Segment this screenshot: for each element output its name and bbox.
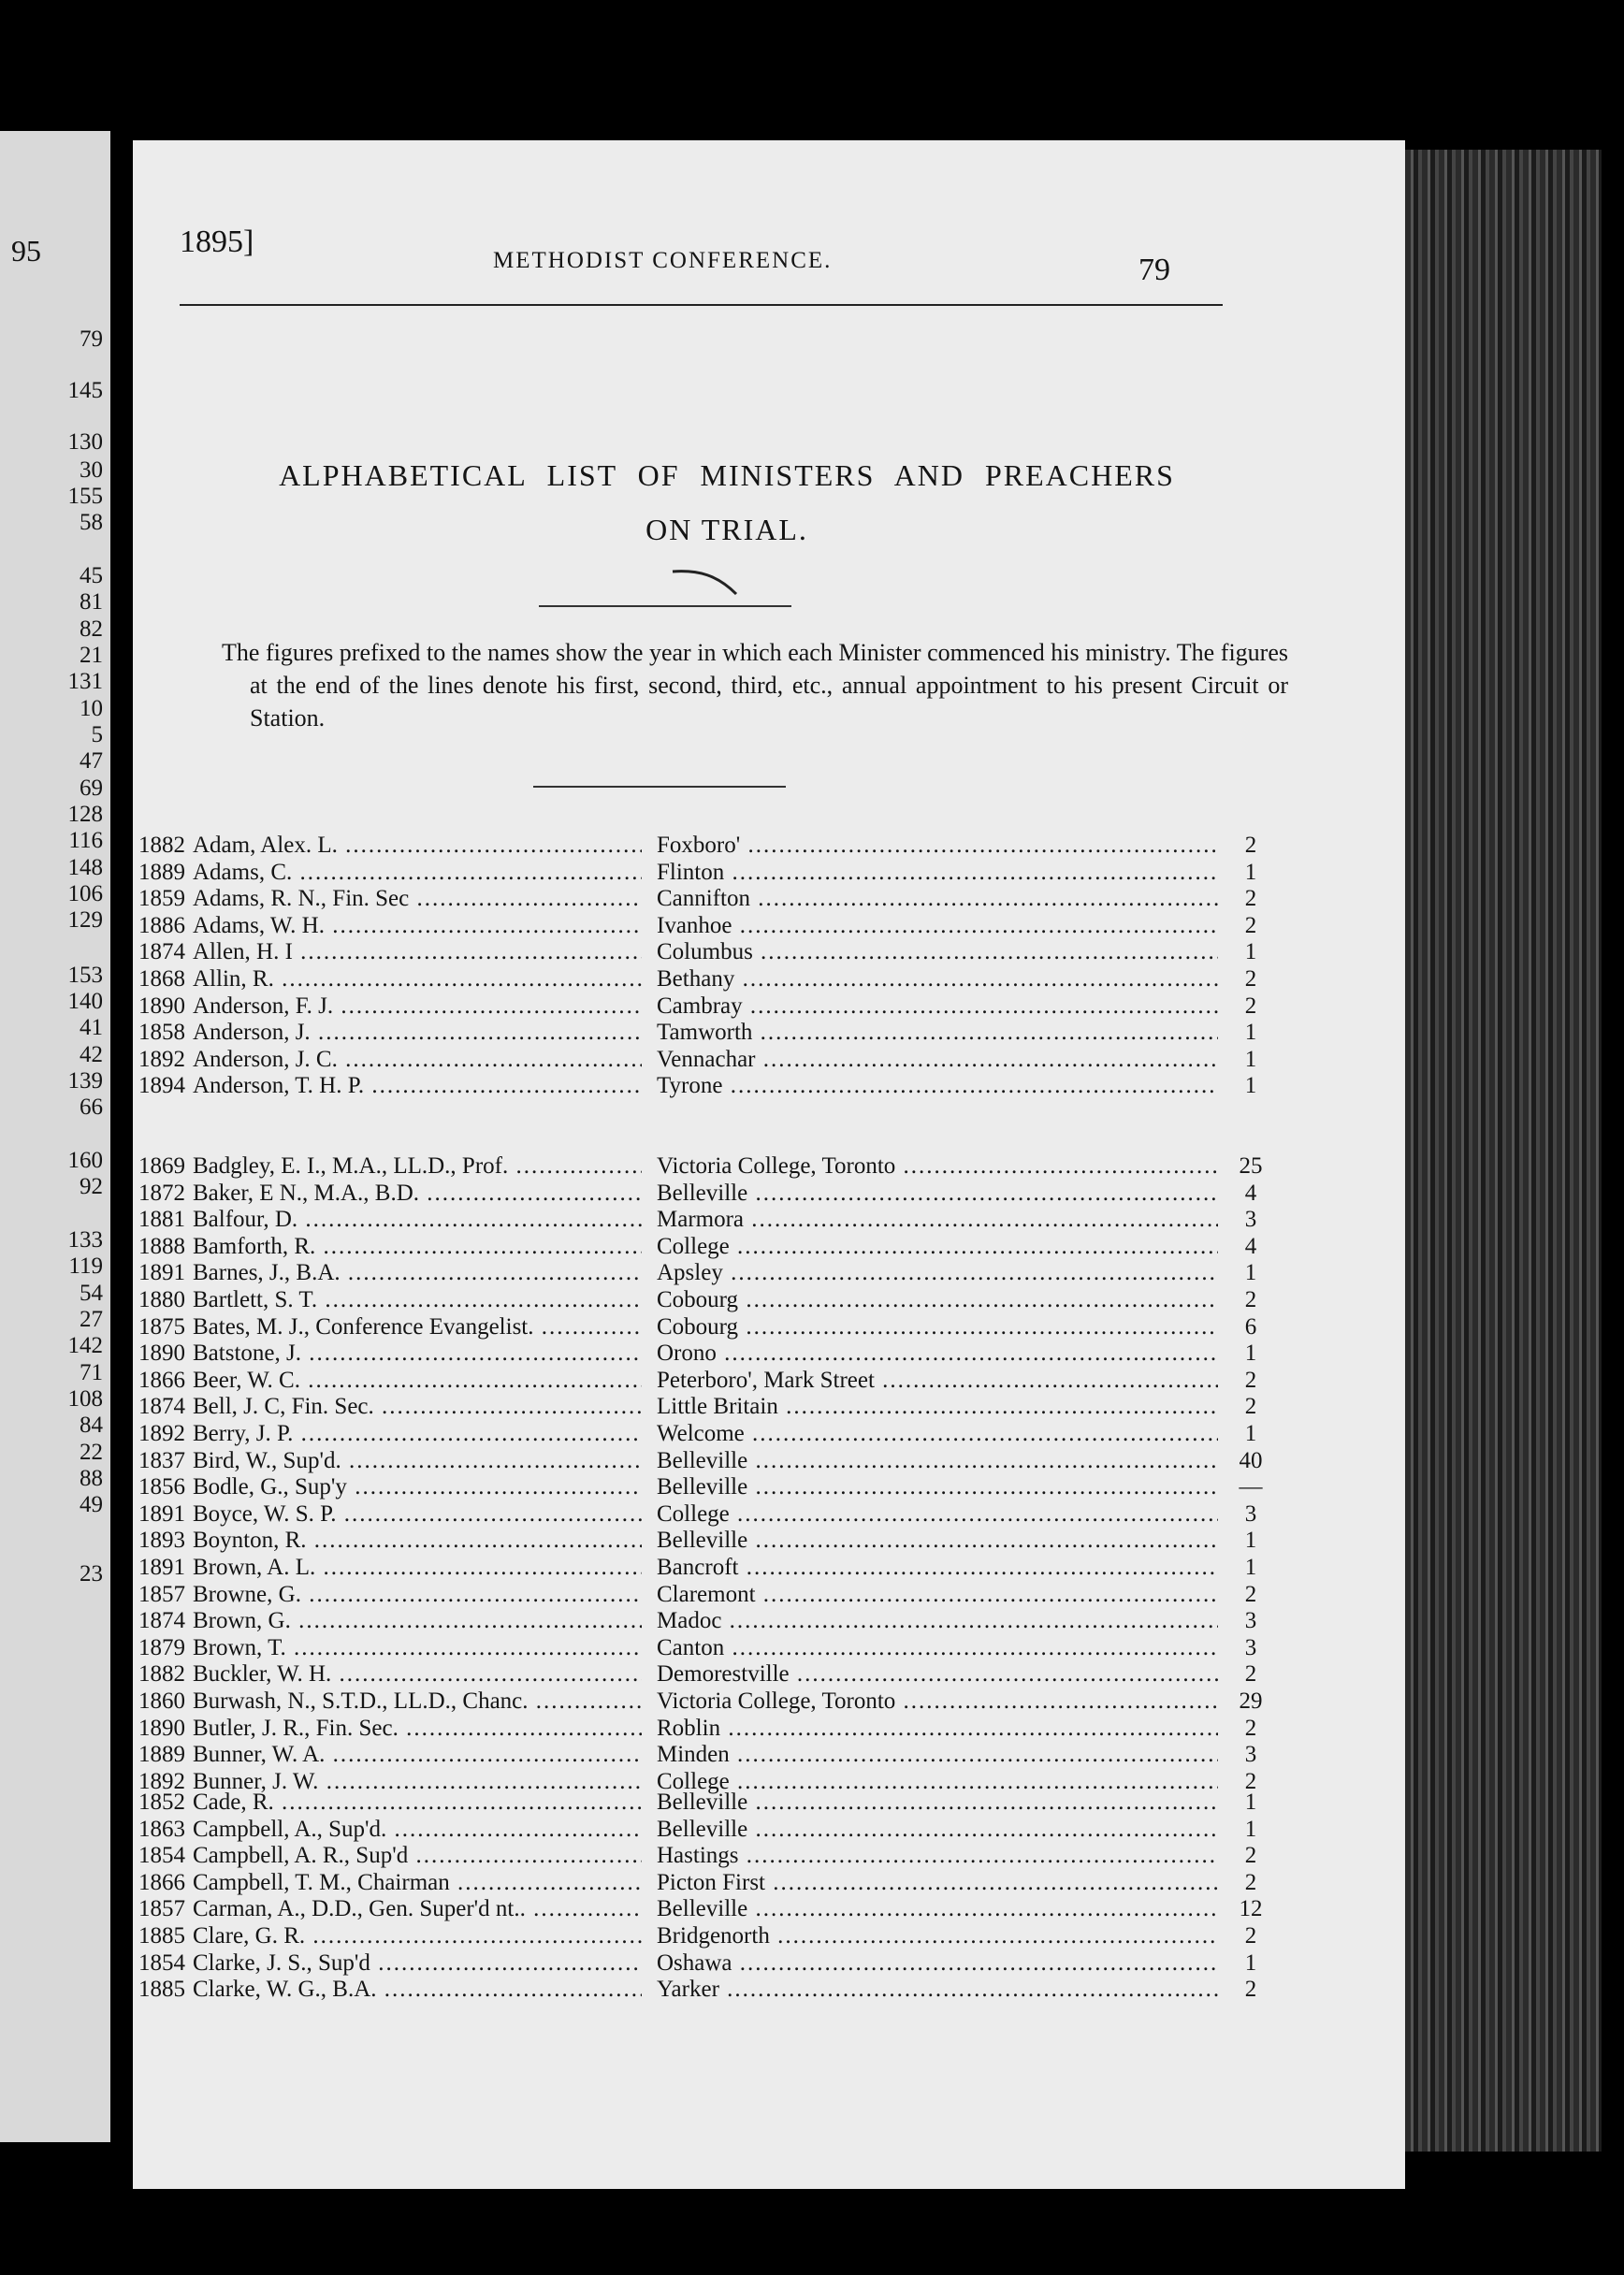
list-row bbox=[133, 1870, 1405, 1896]
entry-year: 1866 bbox=[138, 1870, 185, 1895]
entry-year: 1885 bbox=[138, 1923, 185, 1949]
list-row bbox=[133, 1073, 1405, 1099]
entry-name: Campbell, A. R., Sup'd ..... bbox=[193, 1843, 642, 1869]
entry-name: Bamforth, R. ..... bbox=[193, 1234, 642, 1260]
entry-appointment-number: 40 bbox=[1239, 1448, 1263, 1473]
list-row bbox=[133, 1555, 1405, 1581]
entry-station: College ..... bbox=[657, 1234, 1218, 1260]
entry-station: Belleville ..... bbox=[657, 1474, 1218, 1500]
entry-name: Anderson, F. J. ..... bbox=[193, 993, 642, 1020]
entry-name: Brown, A. L. ..... bbox=[193, 1555, 642, 1581]
entry-appointment-number: 1 bbox=[1244, 1817, 1257, 1842]
list-row bbox=[133, 1181, 1405, 1207]
entry-name: Bodle, G., Sup'y ..... bbox=[193, 1474, 642, 1500]
list-row bbox=[133, 1528, 1405, 1554]
entry-station: College ..... bbox=[657, 1769, 1218, 1795]
facing-page-number: 42 bbox=[80, 1042, 103, 1067]
list-row bbox=[133, 913, 1405, 939]
entry-station: Cambray ..... bbox=[657, 993, 1218, 1020]
entry-name: Brown, T. ..... bbox=[193, 1635, 642, 1661]
entry-year: 1860 bbox=[138, 1688, 185, 1714]
entry-year: 1874 bbox=[138, 939, 185, 964]
facing-page-number: 49 bbox=[80, 1492, 103, 1517]
entry-appointment-number: 6 bbox=[1244, 1314, 1257, 1340]
entry-name: Boynton, R. ..... bbox=[193, 1528, 642, 1554]
list-row bbox=[133, 1843, 1405, 1869]
entry-appointment-number: 1 bbox=[1244, 1950, 1257, 1976]
entry-year: 1882 bbox=[138, 1661, 185, 1687]
entry-appointment-number: 1 bbox=[1244, 1555, 1257, 1580]
header-rule bbox=[180, 304, 1223, 306]
entry-appointment-number: 2 bbox=[1244, 1977, 1257, 2002]
entry-year: 1891 bbox=[138, 1555, 185, 1580]
entry-appointment-number: 12 bbox=[1239, 1896, 1263, 1921]
entry-name: Boyce, W. S. P. ..... bbox=[193, 1501, 642, 1528]
list-row bbox=[133, 1421, 1405, 1447]
list-row bbox=[133, 993, 1405, 1020]
facing-page-number: 5 bbox=[91, 722, 103, 747]
entry-year: 1854 bbox=[138, 1950, 185, 1976]
list-row bbox=[133, 1234, 1405, 1260]
entry-appointment-number: 4 bbox=[1244, 1234, 1257, 1259]
entry-year: 1872 bbox=[138, 1181, 185, 1206]
entry-year: 1874 bbox=[138, 1608, 185, 1633]
entry-appointment-number: 2 bbox=[1244, 886, 1257, 911]
entry-year: 1892 bbox=[138, 1421, 185, 1446]
entry-station: Belleville ..... bbox=[657, 1528, 1218, 1554]
facing-page-number: 155 bbox=[67, 484, 103, 509]
entry-appointment-number: 25 bbox=[1239, 1153, 1263, 1179]
entry-name: Barnes, J., B.A. ..... bbox=[193, 1260, 642, 1286]
entry-year: 1886 bbox=[138, 913, 185, 938]
list-row bbox=[133, 1790, 1405, 1816]
list-row bbox=[133, 1047, 1405, 1073]
facing-page-number: 54 bbox=[80, 1281, 103, 1306]
entry-station: Belleville ..... bbox=[657, 1790, 1218, 1816]
list-row bbox=[133, 1260, 1405, 1286]
entry-station: Belleville ..... bbox=[657, 1181, 1218, 1207]
entry-year: 1837 bbox=[138, 1448, 185, 1473]
entry-year: 1892 bbox=[138, 1047, 185, 1072]
entry-name: Adam, Alex. L. ..... bbox=[193, 833, 642, 859]
list-row bbox=[133, 1742, 1405, 1768]
facing-page-number: 108 bbox=[67, 1386, 103, 1412]
entry-station: College ..... bbox=[657, 1501, 1218, 1528]
facing-page-number: 79 bbox=[80, 326, 103, 352]
entry-appointment-number: 1 bbox=[1244, 860, 1257, 885]
facing-page-number: 129 bbox=[67, 907, 103, 933]
entry-station: Hastings ..... bbox=[657, 1843, 1218, 1869]
entry-name: Beer, W. C. ..... bbox=[193, 1368, 642, 1394]
title-rule bbox=[539, 605, 791, 607]
entry-name: Allen, H. I ..... bbox=[193, 939, 642, 965]
entry-year: 1868 bbox=[138, 966, 185, 992]
running-header-year: 1895] bbox=[180, 225, 254, 259]
entry-station: Foxboro' ..... bbox=[657, 833, 1218, 859]
entry-name: Burwash, N., S.T.D., LL.D., Chanc. ..... bbox=[193, 1688, 642, 1715]
entry-station: Victoria College, Toronto ..... bbox=[657, 1688, 1218, 1715]
entry-year: 1863 bbox=[138, 1817, 185, 1842]
facing-page-header: 95 bbox=[11, 234, 41, 268]
entry-year: 1866 bbox=[138, 1368, 185, 1393]
facing-page-number: 88 bbox=[80, 1466, 103, 1491]
entry-station: Picton First ..... bbox=[657, 1870, 1218, 1896]
list-subtitle: ON TRIAL. bbox=[645, 513, 808, 546]
entry-appointment-number: 29 bbox=[1239, 1688, 1263, 1714]
entry-appointment-number: 2 bbox=[1244, 966, 1257, 992]
facing-page-number: 116 bbox=[68, 828, 103, 853]
entry-station: Roblin ..... bbox=[657, 1716, 1218, 1742]
list-row bbox=[133, 1635, 1405, 1661]
entry-name: Adams, C. ..... bbox=[193, 860, 642, 886]
entry-year: 1890 bbox=[138, 1340, 185, 1366]
entry-year: 1879 bbox=[138, 1635, 185, 1660]
entry-appointment-number: 2 bbox=[1244, 1394, 1257, 1419]
list-row bbox=[133, 1977, 1405, 2003]
facing-page-number: 69 bbox=[80, 775, 103, 801]
entry-appointment-number: 1 bbox=[1244, 1047, 1257, 1072]
facing-page-number: 153 bbox=[67, 963, 103, 988]
entry-year: 1882 bbox=[138, 833, 185, 858]
entry-appointment-number: 3 bbox=[1244, 1207, 1257, 1232]
entry-name: Adams, R. N., Fin. Sec ..... bbox=[193, 886, 642, 912]
entry-name: Badgley, E. I., M.A., LL.D., Prof. ..... bbox=[193, 1153, 642, 1180]
entry-appointment-number: 2 bbox=[1244, 1769, 1257, 1794]
entry-station: Cobourg ..... bbox=[657, 1287, 1218, 1313]
facing-page-number: 92 bbox=[80, 1174, 103, 1199]
entry-year: 1890 bbox=[138, 993, 185, 1019]
facing-page-number: 133 bbox=[67, 1227, 103, 1253]
entry-name: Clarke, W. G., B.A. ..... bbox=[193, 1977, 642, 2003]
entry-station: Yarker ..... bbox=[657, 1977, 1218, 2003]
entry-appointment-number: — bbox=[1239, 1474, 1263, 1500]
entry-station: Vennachar ..... bbox=[657, 1047, 1218, 1073]
entry-station: Ivanhoe ..... bbox=[657, 913, 1218, 939]
entry-station: Peterboro', Mark Street ..... bbox=[657, 1368, 1218, 1394]
entry-name: Bird, W., Sup'd. ..... bbox=[193, 1448, 642, 1474]
list-row bbox=[133, 1923, 1405, 1949]
entry-appointment-number: 2 bbox=[1244, 1870, 1257, 1895]
entry-year: 1894 bbox=[138, 1073, 185, 1098]
facing-page-number: 27 bbox=[80, 1307, 103, 1332]
entry-appointment-number: 3 bbox=[1244, 1608, 1257, 1633]
list-row bbox=[133, 1474, 1405, 1500]
list-row bbox=[133, 1207, 1405, 1233]
facing-page-number: 58 bbox=[80, 510, 103, 535]
entry-station: Apsley ..... bbox=[657, 1260, 1218, 1286]
entry-appointment-number: 1 bbox=[1244, 1790, 1257, 1815]
facing-page-number: 47 bbox=[80, 748, 103, 774]
list-row bbox=[133, 966, 1405, 993]
book-page-edges bbox=[1405, 150, 1602, 2152]
facing-page-number: 130 bbox=[67, 429, 103, 455]
entry-name: Butler, J. R., Fin. Sec. ..... bbox=[193, 1716, 642, 1742]
facing-page-number: 145 bbox=[67, 378, 103, 403]
entry-station: Tamworth ..... bbox=[657, 1020, 1218, 1046]
entry-station: Cannifton ..... bbox=[657, 886, 1218, 912]
entry-name: Bates, M. J., Conference Evangelist. ..... bbox=[193, 1314, 642, 1340]
entry-year: 1875 bbox=[138, 1314, 185, 1340]
facing-page-number: 84 bbox=[80, 1413, 103, 1438]
entry-year: 1852 bbox=[138, 1790, 185, 1815]
entry-name: Balfour, D. ..... bbox=[193, 1207, 642, 1233]
book-page bbox=[133, 140, 1405, 2189]
entry-appointment-number: 4 bbox=[1244, 1181, 1257, 1206]
entry-station: Bridgenorth ..... bbox=[657, 1923, 1218, 1949]
entry-appointment-number: 1 bbox=[1244, 939, 1257, 964]
facing-page-number: 128 bbox=[67, 802, 103, 827]
entry-appointment-number: 1 bbox=[1244, 1421, 1257, 1446]
list-row bbox=[133, 1661, 1405, 1688]
entry-station: Canton ..... bbox=[657, 1635, 1218, 1661]
facing-page-number: 45 bbox=[80, 563, 103, 588]
list-row bbox=[133, 1020, 1405, 1046]
entry-year: 1891 bbox=[138, 1260, 185, 1285]
entry-appointment-number: 3 bbox=[1244, 1501, 1257, 1527]
entry-year: 1893 bbox=[138, 1528, 185, 1553]
entry-appointment-number: 1 bbox=[1244, 1340, 1257, 1366]
list-row bbox=[133, 860, 1405, 886]
list-row bbox=[133, 1582, 1405, 1608]
entry-station: Belleville ..... bbox=[657, 1817, 1218, 1843]
section-rule bbox=[533, 786, 786, 788]
entry-appointment-number: 2 bbox=[1244, 1661, 1257, 1687]
entry-name: Allin, R. ..... bbox=[193, 966, 642, 993]
list-row bbox=[133, 1314, 1405, 1340]
entry-name: Clarke, J. S., Sup'd ..... bbox=[193, 1950, 642, 1977]
facing-page-number: 66 bbox=[80, 1094, 103, 1120]
entry-name: Anderson, J. ..... bbox=[193, 1020, 642, 1046]
facing-page-number: 41 bbox=[80, 1015, 103, 1040]
entry-name: Bell, J. C, Fin. Sec. ..... bbox=[193, 1394, 642, 1420]
entry-name: Anderson, T. H. P. ..... bbox=[193, 1073, 642, 1099]
entry-appointment-number: 1 bbox=[1244, 1073, 1257, 1098]
list-row bbox=[133, 1950, 1405, 1977]
entry-appointment-number: 2 bbox=[1244, 833, 1257, 858]
running-header-title: METHODIST CONFERENCE. bbox=[493, 248, 833, 273]
facing-page-number: 139 bbox=[67, 1068, 103, 1094]
list-row bbox=[133, 1448, 1405, 1474]
facing-page-number: 82 bbox=[80, 616, 103, 642]
entry-appointment-number: 3 bbox=[1244, 1742, 1257, 1767]
entry-year: 1881 bbox=[138, 1207, 185, 1232]
entry-appointment-number: 1 bbox=[1244, 1020, 1257, 1045]
entry-station: Welcome ..... bbox=[657, 1421, 1218, 1447]
page-number: 79 bbox=[1138, 253, 1170, 287]
entry-appointment-number: 2 bbox=[1244, 913, 1257, 938]
entry-year: 1888 bbox=[138, 1234, 185, 1259]
facing-page-number: 21 bbox=[80, 643, 103, 668]
entry-name: Bartlett, S. T. ..... bbox=[193, 1287, 642, 1313]
entry-station: Flinton ..... bbox=[657, 860, 1218, 886]
entry-appointment-number: 2 bbox=[1244, 993, 1257, 1019]
entry-name: Adams, W. H. ..... bbox=[193, 913, 642, 939]
facing-page-number: 71 bbox=[80, 1360, 103, 1385]
entry-name: Berry, J. P. ..... bbox=[193, 1421, 642, 1447]
entry-name: Bunner, J. W. ..... bbox=[193, 1769, 642, 1795]
facing-page-number: 142 bbox=[67, 1333, 103, 1358]
entry-year: 1857 bbox=[138, 1582, 185, 1607]
facing-page-number: 119 bbox=[68, 1253, 103, 1279]
list-row bbox=[133, 1153, 1405, 1180]
entry-appointment-number: 2 bbox=[1244, 1582, 1257, 1607]
entry-station: Victoria College, Toronto ..... bbox=[657, 1153, 1218, 1180]
entry-appointment-number: 3 bbox=[1244, 1635, 1257, 1660]
entry-station: Marmora ..... bbox=[657, 1207, 1218, 1233]
facing-page-number: 81 bbox=[80, 589, 103, 615]
list-row bbox=[133, 939, 1405, 965]
list-row bbox=[133, 1368, 1405, 1394]
entry-station: Belleville ..... bbox=[657, 1896, 1218, 1922]
facing-page-number: 106 bbox=[67, 881, 103, 906]
entry-appointment-number: 1 bbox=[1244, 1528, 1257, 1553]
entry-station: Orono ..... bbox=[657, 1340, 1218, 1367]
entry-year: 1874 bbox=[138, 1394, 185, 1419]
entry-station: Minden ..... bbox=[657, 1742, 1218, 1768]
list-row bbox=[133, 833, 1405, 859]
introductory-note: The figures prefixed to the names show the year in which each Minister commenced his ministry. The figures at the end of the lines denote his first, second, third, etc., annual appointment to his present Circuit or Station. bbox=[222, 639, 1288, 732]
facing-page-number: 131 bbox=[67, 669, 103, 694]
entry-station: Little Britain ..... bbox=[657, 1394, 1218, 1420]
facing-page-number: 10 bbox=[80, 696, 103, 721]
facing-page-number: 23 bbox=[80, 1561, 103, 1587]
list-row bbox=[133, 1608, 1405, 1634]
entry-year: 1869 bbox=[138, 1153, 185, 1179]
list-row bbox=[133, 886, 1405, 912]
list-row bbox=[133, 1688, 1405, 1715]
entry-year: 1858 bbox=[138, 1020, 185, 1045]
list-row bbox=[133, 1501, 1405, 1528]
entry-name: Campbell, A., Sup'd. ..... bbox=[193, 1817, 642, 1843]
entry-name: Anderson, J. C. ..... bbox=[193, 1047, 642, 1073]
entry-appointment-number: 2 bbox=[1244, 1368, 1257, 1393]
entry-year: 1854 bbox=[138, 1843, 185, 1868]
list-row bbox=[133, 1394, 1405, 1420]
list-row bbox=[133, 1340, 1405, 1367]
entry-station: Madoc ..... bbox=[657, 1608, 1218, 1634]
facing-page-number: 22 bbox=[80, 1440, 103, 1465]
list-row bbox=[133, 1287, 1405, 1313]
entry-name: Clare, G. R. ..... bbox=[193, 1923, 642, 1949]
entry-name: Buckler, W. H. ..... bbox=[193, 1661, 642, 1688]
entry-year: 1890 bbox=[138, 1716, 185, 1741]
entry-station: Oshawa ..... bbox=[657, 1950, 1218, 1977]
facing-page-number: 140 bbox=[67, 989, 103, 1014]
list-row bbox=[133, 1896, 1405, 1922]
entry-station: Claremont ..... bbox=[657, 1582, 1218, 1608]
entry-station: Belleville ..... bbox=[657, 1448, 1218, 1474]
entry-appointment-number: 2 bbox=[1244, 1287, 1257, 1312]
entry-name: Cade, R. ..... bbox=[193, 1790, 642, 1816]
entry-name: Browne, G. ..... bbox=[193, 1582, 642, 1608]
entry-name: Batstone, J. ..... bbox=[193, 1340, 642, 1367]
entry-station: Columbus ..... bbox=[657, 939, 1218, 965]
entry-appointment-number: 2 bbox=[1244, 1923, 1257, 1949]
list-row bbox=[133, 1716, 1405, 1742]
entry-appointment-number: 2 bbox=[1244, 1843, 1257, 1868]
entry-appointment-number: 2 bbox=[1244, 1716, 1257, 1741]
entry-year: 1856 bbox=[138, 1474, 185, 1500]
list-row bbox=[133, 1817, 1405, 1843]
entry-station: Tyrone ..... bbox=[657, 1073, 1218, 1099]
entry-appointment-number: 1 bbox=[1244, 1260, 1257, 1285]
facing-page-margin bbox=[0, 131, 110, 2142]
entry-year: 1880 bbox=[138, 1287, 185, 1312]
entry-year: 1857 bbox=[138, 1896, 185, 1921]
entry-year: 1891 bbox=[138, 1501, 185, 1527]
entry-station: Bancroft ..... bbox=[657, 1555, 1218, 1581]
facing-page-number: 160 bbox=[67, 1148, 103, 1173]
entry-year: 1885 bbox=[138, 1977, 185, 2002]
facing-page-number: 30 bbox=[80, 457, 103, 483]
entry-name: Baker, E N., M.A., B.D. ..... bbox=[193, 1181, 642, 1207]
entry-name: Bunner, W. A. ..... bbox=[193, 1742, 642, 1768]
facing-page-number: 148 bbox=[67, 855, 103, 880]
entry-name: Brown, G. ..... bbox=[193, 1608, 642, 1634]
entry-name: Campbell, T. M., Chairman ..... bbox=[193, 1870, 642, 1896]
list-title: ALPHABETICAL LIST OF MINISTERS AND PREACHERS bbox=[279, 458, 1175, 492]
entry-station: Bethany ..... bbox=[657, 966, 1218, 993]
entry-year: 1892 bbox=[138, 1769, 185, 1794]
entry-station: Demorestville ..... bbox=[657, 1661, 1218, 1688]
entry-station: Cobourg ..... bbox=[657, 1314, 1218, 1340]
ornament-icon bbox=[671, 566, 746, 603]
entry-year: 1889 bbox=[138, 860, 185, 885]
entry-year: 1859 bbox=[138, 886, 185, 911]
entry-name: Carman, A., D.D., Gen. Super'd nt.. ..... bbox=[193, 1896, 642, 1922]
entry-year: 1889 bbox=[138, 1742, 185, 1767]
